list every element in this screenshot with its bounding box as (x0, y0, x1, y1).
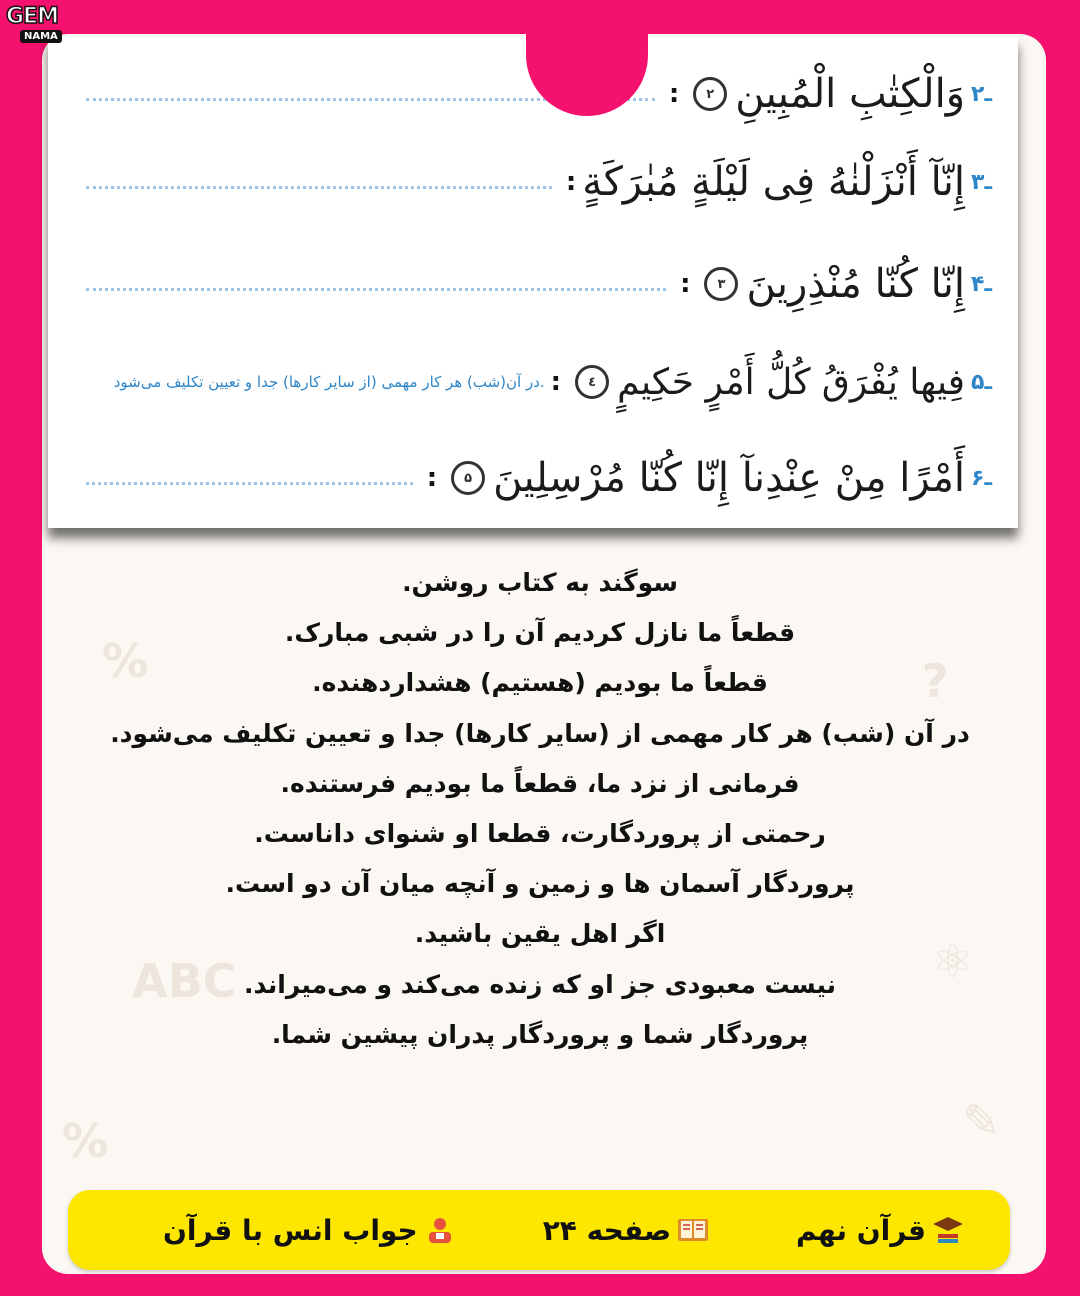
open-book-icon (677, 1214, 709, 1246)
question-doodle-icon: ? (922, 654, 949, 708)
footer-banner (68, 1190, 1010, 1270)
verse-text: فِيها يُفْرَقُ كُلُّ أَمْرٍ حَكِيمٍ (617, 361, 966, 403)
verse-number: ۳ـ (971, 169, 992, 195)
verse-text: إِنّآ أَنْزَلْنٰهُ فِى لَيْلَةٍ مُبٰرَكَةٍ (582, 159, 966, 205)
verse-number: ۲ـ (971, 81, 992, 107)
translation-line: پروردگار شما و پروردگار پدران پیشین شما. (271, 1019, 809, 1049)
verse-number: ۵ـ (971, 369, 992, 395)
ayah-marker-icon: ۵ (451, 461, 485, 495)
percent-doodle-icon-2: % (62, 1114, 109, 1168)
footer-subject-text: قرآن نهم (796, 1213, 926, 1247)
translation-line: در آن (شب) هر کار مهمی از (سایر کارها) جدا و تعیین تکلیف می‌شود. (110, 718, 970, 748)
translation-line: قطعاً ما بودیم (هستیم) هشداردهنده. (312, 668, 768, 698)
atom-doodle-icon: ⚛ (932, 934, 974, 988)
answer-line (86, 186, 552, 189)
ayah-marker-icon: ۲ (693, 77, 727, 111)
logo-text: GEM (6, 4, 58, 29)
colon: : (680, 269, 691, 299)
footer-page-text: صفحه ۲۴ (542, 1213, 672, 1247)
colon: : (565, 167, 577, 197)
verse-text: أَمْرًا مِنْ عِنْدِنآ إِنّا كُنّا مُرْسِلِينَ (493, 455, 966, 501)
translation-line: رحمتی از پروردگارت، قطعا او شنوای داناست. (254, 819, 826, 849)
translation-line: پروردگار آسمان ها و زمین و آنچه میان آن دو است. (225, 869, 855, 899)
translation-line: اگر اهل یقین باشید. (414, 919, 666, 949)
footer-answer-text: جواب انس با قرآن (163, 1213, 418, 1247)
translation-line: قطعاً ما نازل کردیم آن را در شبی مبارک. (284, 618, 796, 648)
footer-answer (163, 1214, 462, 1247)
translation-line: فرمانی از نزد ما، قطعاً ما بودیم فرستنده. (280, 768, 800, 798)
ayah-marker-icon: ۳ (704, 267, 738, 301)
teacher-icon (424, 1214, 456, 1246)
colon: : (550, 367, 562, 397)
logo-subtext: NAMA (20, 30, 62, 43)
footer-subject (796, 1214, 970, 1247)
colon: : (668, 79, 680, 109)
answer-line (86, 288, 666, 291)
translation-line: نیست معبودی جز او که زنده می‌کند و می‌میراند. (243, 969, 837, 999)
verse-4 (78, 254, 992, 314)
verse-3 (78, 152, 992, 212)
persian-translation (20, 558, 1060, 1060)
verse-translation: در آن(شب) هر کار مهمی (از سایر کارها) جدا و تعیین تکلیف می‌شود. (113, 373, 545, 391)
verse-text: إِنّا كُنّا مُنْذِرِينَ (746, 261, 966, 307)
percent-doodle-icon: % (102, 634, 149, 688)
ayah-marker-icon: ٤ (575, 365, 609, 399)
answer-line (86, 482, 413, 485)
translation-line: سوگند به کتاب روشن. (402, 568, 678, 597)
verse-text: وَالْكِتٰبِ الْمُبِينِ (735, 71, 966, 117)
textbook-excerpt (48, 36, 1018, 528)
verse-6 (78, 448, 992, 508)
abc-doodle-icon: ABC (132, 954, 237, 1008)
verse-5 (78, 352, 992, 412)
gem-nama-logo (0, 0, 78, 56)
book-doodle-icon: ✎ (962, 1094, 1001, 1148)
graduation-cap-icon (932, 1214, 964, 1246)
verse-number: ۶ـ (971, 465, 992, 491)
colon: : (426, 463, 438, 493)
verse-number: ۴ـ (971, 271, 992, 297)
footer-page (543, 1214, 715, 1247)
